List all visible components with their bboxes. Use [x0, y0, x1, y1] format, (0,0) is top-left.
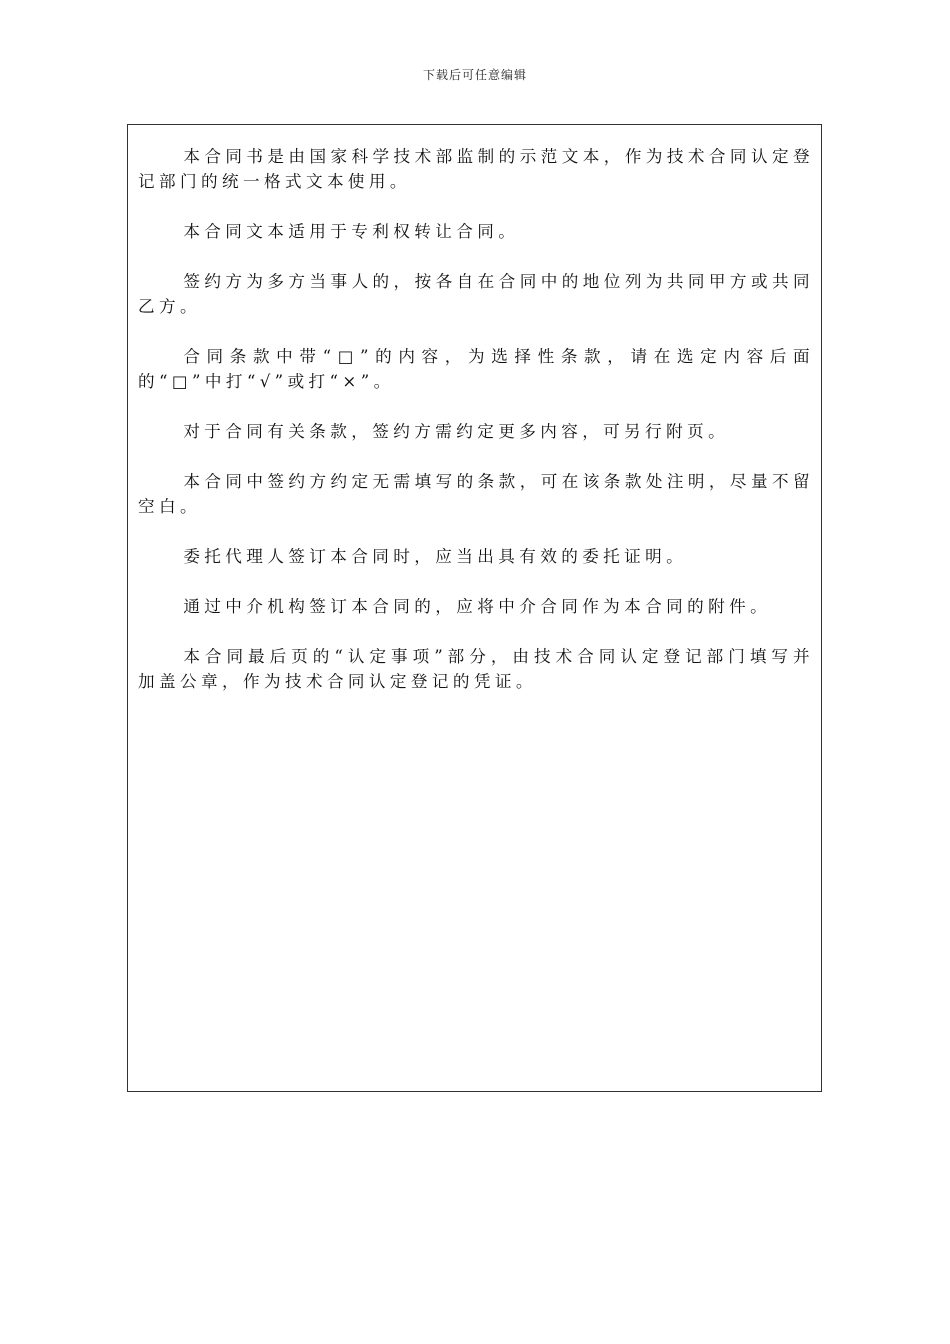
note-paragraph: 本合同最后页的“认定事项”部分，由技术合同认定登记部门填写并加盖公章，作为技术合同认定登记的凭证。: [138, 647, 814, 691]
notes-list: [138, 144, 814, 719]
page-header: 下载后可任意编辑: [422, 68, 527, 82]
note-paragraph: 本合同文本适用于专利权转让合同。: [183, 222, 520, 241]
note-paragraph: 委托代理人签订本合同时，应当出具有效的委托证明。: [183, 547, 688, 566]
note-paragraph: 签约方为多方当事人的，按各自在合同中的地位列为共同甲方或共同乙方。: [138, 272, 814, 316]
notes-box: [127, 124, 822, 1092]
note-paragraph: 通过中介机构签订本合同的，应将中介合同作为本合同的附件。: [183, 597, 772, 616]
note-paragraph: 本合同中签约方约定无需填写的条款，可在该条款处注明，尽量不留空白。: [138, 472, 814, 516]
note-paragraph: 本合同书是由国家科学技术部监制的示范文本，作为技术合同认定登记部门的统一格式文本使用。: [138, 147, 814, 191]
note-paragraph: 对于合同有关条款，签约方需约定更多内容，可另行附页。: [183, 422, 730, 441]
note-paragraph: 合同条款中带“□”的内容，为选择性条款，请在选定内容后面的“□”中打“√”或打“×”。: [138, 347, 814, 391]
